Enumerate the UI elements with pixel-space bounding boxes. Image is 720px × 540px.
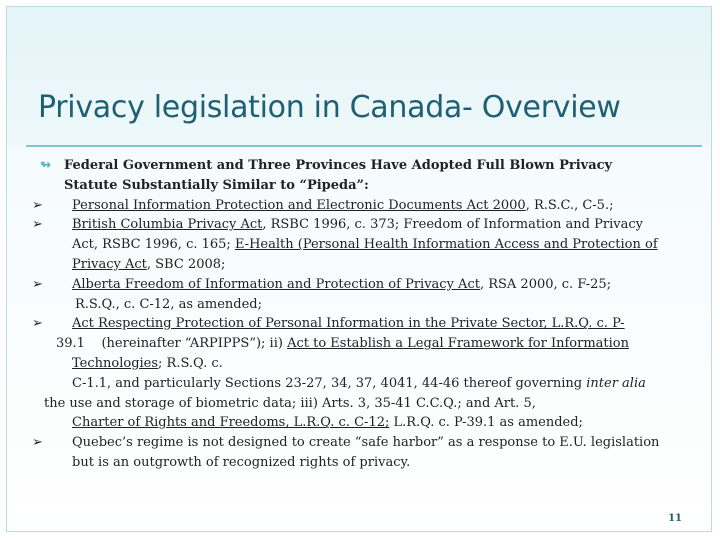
page-number: 11 [668, 513, 682, 524]
list-item: ➢ Personal Information Protection and Electronic Documents Act 2000, R.S.C., C-5.; [44, 196, 684, 216]
list-item: ➢ British Columbia Privacy Act, RSBC 1996, c. 373; Freedom of Information and Privacy [44, 215, 684, 235]
statute-link[interactable]: Act to Establish a Legal Framework for Information [287, 336, 629, 352]
list-item-continuation: the use and storage of biometric data; iii) Arts. 3, 35-41 C.C.Q.; and Art. 5, [44, 395, 536, 411]
list-item-continuation: Charter of Rights and Freedoms, L.R.Q. c. C-12; L.R.Q. c. P-39.1 as amended; [72, 415, 583, 431]
statute-link[interactable]: British Columbia Privacy Act [72, 217, 263, 233]
list-item-continuation: C-1.1, and particularly Sections 23-27, 34, 37, 4041, 44-46 thereof governing inter alia [72, 375, 646, 391]
statute-link[interactable]: Privacy Act [72, 256, 147, 272]
statute-link[interactable]: Alberta Freedom of Information and Protection of Privacy Act [72, 276, 480, 292]
list-item-continuation: Act, RSBC 1996, c. 165; E-Health (Personal Health Information Access and Protection of [72, 237, 658, 253]
list-item-continuation: Privacy Act, SBC 2008; [72, 256, 226, 272]
arrow-bullet-icon: ➢ [32, 435, 43, 451]
arrow-bullet-icon: ➢ [32, 276, 43, 292]
statute-link[interactable]: Technologies [72, 355, 159, 371]
list-item: ➢ Quebec’s regime is not designed to create “safe harbor” as a response to E.U. legislation [44, 433, 684, 453]
swirl-bullet-icon: ↬ [40, 158, 51, 173]
slide-title: Privacy legislation in Canada- Overview [38, 90, 621, 125]
arrow-bullet-icon: ➢ [32, 197, 43, 213]
statute-link[interactable]: Personal Information Protection and Electronic Documents Act 2000 [72, 197, 526, 213]
list-item: ➢ Alberta Freedom of Information and Protection of Privacy Act, RSA 2000, c. F-25; [44, 275, 684, 295]
list-item-continuation: 39.1 (hereinafter “ARPIPPS”); ii) Act to Establish a Legal Framework for Information [56, 336, 629, 352]
slide-body [32, 156, 684, 473]
title-divider [26, 145, 702, 147]
statute-link[interactable]: Charter of Rights and Freedoms, L.R.Q. c. C-12; [72, 415, 390, 431]
statute-link[interactable]: Act Respecting Protection of Personal Information in the Private Sector, L.R.Q. c. P- [72, 316, 625, 332]
list-item-continuation: but is an outgrowth of recognized rights of privacy. [72, 454, 411, 470]
intro-line: ↬ Federal Government and Three Provinces Have Adopted Full Blown Privacy [44, 156, 684, 176]
arrow-bullet-icon: ➢ [32, 217, 43, 233]
intro-line: Statute Substantially Similar to “Pipeda”: [64, 177, 369, 193]
list-item [32, 314, 684, 334]
statute-link[interactable]: E-Health (Personal Health Information Access and Protection of [234, 237, 658, 253]
arrow-bullet-icon: ➢ [32, 316, 43, 332]
list-item-continuation: Technologies; R.S.Q. c. [72, 355, 223, 371]
list-item-continuation: R.S.Q., c. C-12, as amended; [75, 296, 263, 312]
